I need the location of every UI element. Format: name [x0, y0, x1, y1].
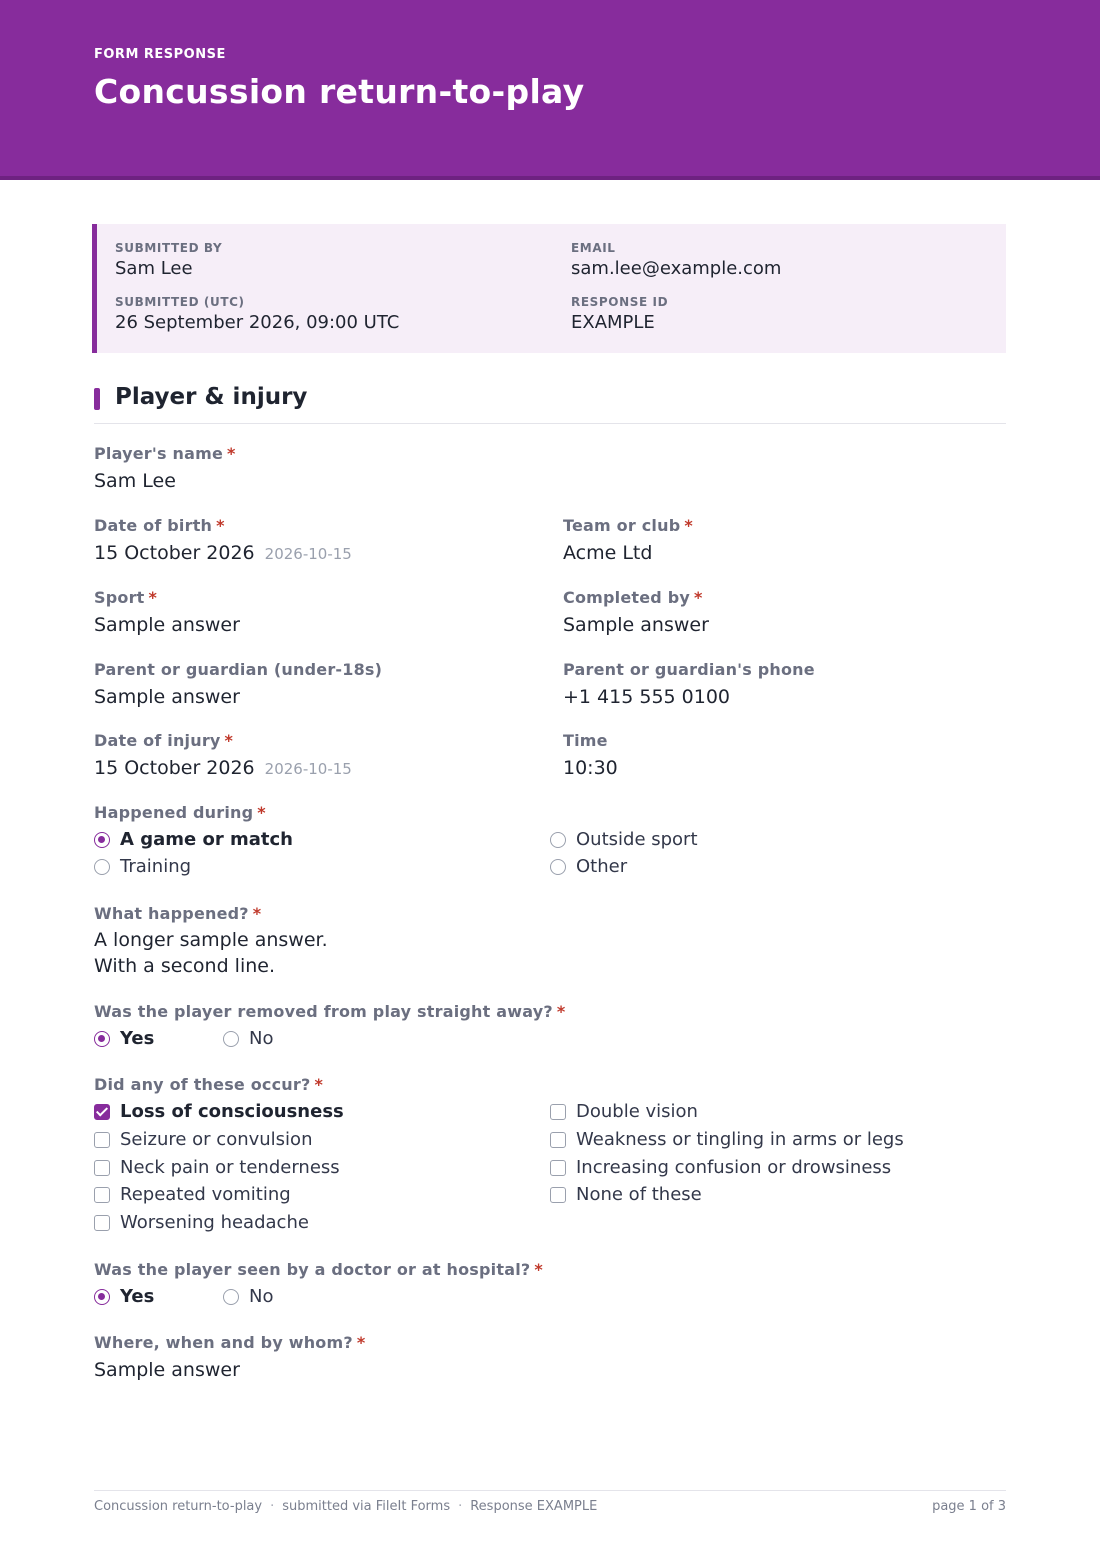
radio-selected-icon[interactable] [94, 1031, 110, 1047]
footer-form-name: Concussion return-to-play [94, 1499, 263, 1514]
option-label: Training [120, 856, 192, 877]
field-value [94, 927, 328, 979]
field-what-happened [94, 904, 328, 979]
field-label: Completed by * [563, 588, 703, 607]
submitted-by-value: Sam Lee [115, 258, 193, 279]
checkbox-empty-icon[interactable] [550, 1132, 566, 1148]
form-kicker: FORM RESPONSE [94, 47, 226, 62]
field-value: Acme Ltd [563, 542, 653, 564]
checkbox-empty-icon[interactable] [94, 1215, 110, 1231]
submitted-utc [115, 295, 399, 333]
required-mark: * [216, 516, 225, 535]
option-label: Outside sport [576, 829, 698, 850]
response-id [571, 295, 668, 333]
field-where-when-whom [94, 1333, 365, 1381]
page-footer [94, 1490, 1006, 1514]
option-label: Loss of consciousness [120, 1101, 344, 1122]
checkbox-empty-icon[interactable] [550, 1104, 566, 1120]
footer-response: Response EXAMPLE [470, 1499, 598, 1514]
iso-date: 2026-10-15 [264, 545, 352, 563]
field-value: 15 October 2026 2026-10-15 [94, 757, 352, 779]
required-mark: * [534, 1260, 543, 1279]
footer-submitted-via: submitted via FileIt Forms [282, 1499, 451, 1514]
option-label: No [249, 1286, 274, 1307]
required-mark: * [314, 1075, 324, 1094]
field-label: Was the player seen by a doctor or at hospital? * [94, 1260, 543, 1279]
field-value: Sample answer [94, 614, 240, 636]
field-label: Where, when and by whom? * [94, 1333, 366, 1352]
field-did-any-occur [94, 1075, 323, 1094]
field-sport [94, 588, 240, 636]
field-label: Happened during * [94, 803, 266, 822]
form-header [0, 0, 1100, 180]
field-value: +1 415 555 0100 [563, 686, 731, 708]
option-label: Double vision [576, 1101, 698, 1122]
radio-empty-icon[interactable] [223, 1289, 239, 1305]
field-date-of-birth [94, 516, 352, 564]
option-label: Yes [120, 1028, 155, 1049]
submitted-utc-label: SUBMITTED (UTC) [115, 295, 245, 309]
checkbox-empty-icon[interactable] [550, 1160, 566, 1176]
option-label: Yes [120, 1286, 155, 1307]
answer-line: A longer sample answer. [94, 929, 328, 951]
field-label: Parent or guardian (under-18s) [94, 660, 383, 679]
field-team-or-club [563, 516, 693, 564]
section-player-injury [94, 384, 1006, 424]
option-label: Seizure or convulsion [120, 1129, 313, 1150]
checkbox-empty-icon[interactable] [94, 1160, 110, 1176]
field-label: Time [563, 731, 608, 750]
option-label: Worsening headache [120, 1212, 309, 1233]
radio-empty-icon[interactable] [94, 859, 110, 875]
option-label: Weakness or tingling in arms or legs [576, 1129, 904, 1150]
email-value: sam.lee@example.com [571, 258, 782, 279]
option-label: Neck pain or tenderness [120, 1157, 340, 1178]
footer-separator: · [458, 1499, 463, 1514]
field-date-of-injury [94, 731, 352, 779]
field-player-name [94, 444, 236, 492]
field-removed-from-play [94, 1002, 565, 1021]
iso-date: 2026-10-15 [264, 760, 352, 778]
email-label: EMAIL [571, 241, 616, 255]
radio-empty-icon[interactable] [223, 1031, 239, 1047]
submitted-by [115, 241, 222, 279]
field-value: 15 October 2026 2026-10-15 [94, 542, 352, 564]
radio-selected-icon[interactable] [94, 832, 110, 848]
field-label: What happened? * [94, 904, 262, 923]
option-label: Repeated vomiting [120, 1184, 291, 1205]
section-accent-bar [94, 388, 100, 410]
footer-separator: · [270, 1499, 275, 1514]
option-label: Increasing confusion or drowsiness [576, 1157, 892, 1178]
option-label: None of these [576, 1184, 702, 1205]
form-title: Concussion return-to-play [94, 72, 585, 111]
field-label: Sport * [94, 588, 158, 607]
submitted-utc-value: 26 September 2026, 09:00 UTC [115, 312, 400, 333]
field-value: Sample answer [94, 686, 240, 708]
required-mark: * [356, 1333, 366, 1352]
submission-meta [92, 224, 1006, 353]
field-happened-during [94, 803, 266, 822]
submitted-by-label: SUBMITTED BY [115, 241, 223, 255]
field-label: Parent or guardian's phone [563, 660, 815, 679]
field-label: Did any of these occur? * [94, 1075, 324, 1094]
required-mark: * [227, 444, 236, 463]
response-id-value: EXAMPLE [571, 312, 655, 333]
required-mark: * [694, 588, 703, 607]
field-label: Date of injury * [94, 731, 234, 750]
field-label: Player's name * [94, 444, 236, 463]
footer-info [94, 1499, 1006, 1514]
checkbox-empty-icon[interactable] [94, 1187, 110, 1203]
answer-line: With a second line. [94, 955, 275, 977]
option-label: Other [576, 856, 628, 877]
field-label: Was the player removed from play straight away? * [94, 1002, 566, 1021]
footer-page-number: page 1 of 3 [932, 1499, 1006, 1514]
radio-selected-icon[interactable] [94, 1289, 110, 1305]
checkbox-checked-icon[interactable] [94, 1104, 110, 1120]
email [571, 241, 781, 279]
field-value: 10:30 [563, 757, 618, 779]
field-label: Date of birth * [94, 516, 225, 535]
required-mark: * [224, 731, 234, 750]
required-mark: * [252, 904, 262, 923]
field-guardian [94, 660, 382, 708]
option-label: A game or match [120, 829, 293, 850]
field-label: Team or club * [563, 516, 693, 535]
required-mark: * [257, 803, 266, 822]
field-time [563, 731, 618, 779]
field-value: Sam Lee [94, 470, 176, 492]
checkbox-empty-icon[interactable] [550, 1187, 566, 1203]
section-title: Player & injury [115, 384, 308, 410]
checkbox-empty-icon[interactable] [94, 1132, 110, 1148]
required-mark: * [684, 516, 693, 535]
field-seen-by-doctor [94, 1260, 543, 1279]
field-value: Sample answer [94, 1359, 240, 1381]
radio-empty-icon[interactable] [550, 832, 566, 848]
radio-empty-icon[interactable] [550, 859, 566, 875]
response-id-label: RESPONSE ID [571, 295, 669, 309]
required-mark: * [148, 588, 158, 607]
option-label: No [249, 1028, 274, 1049]
required-mark: * [556, 1002, 566, 1021]
field-guardian-phone [563, 660, 815, 708]
field-value: Sample answer [563, 614, 709, 636]
field-completed-by [563, 588, 709, 636]
